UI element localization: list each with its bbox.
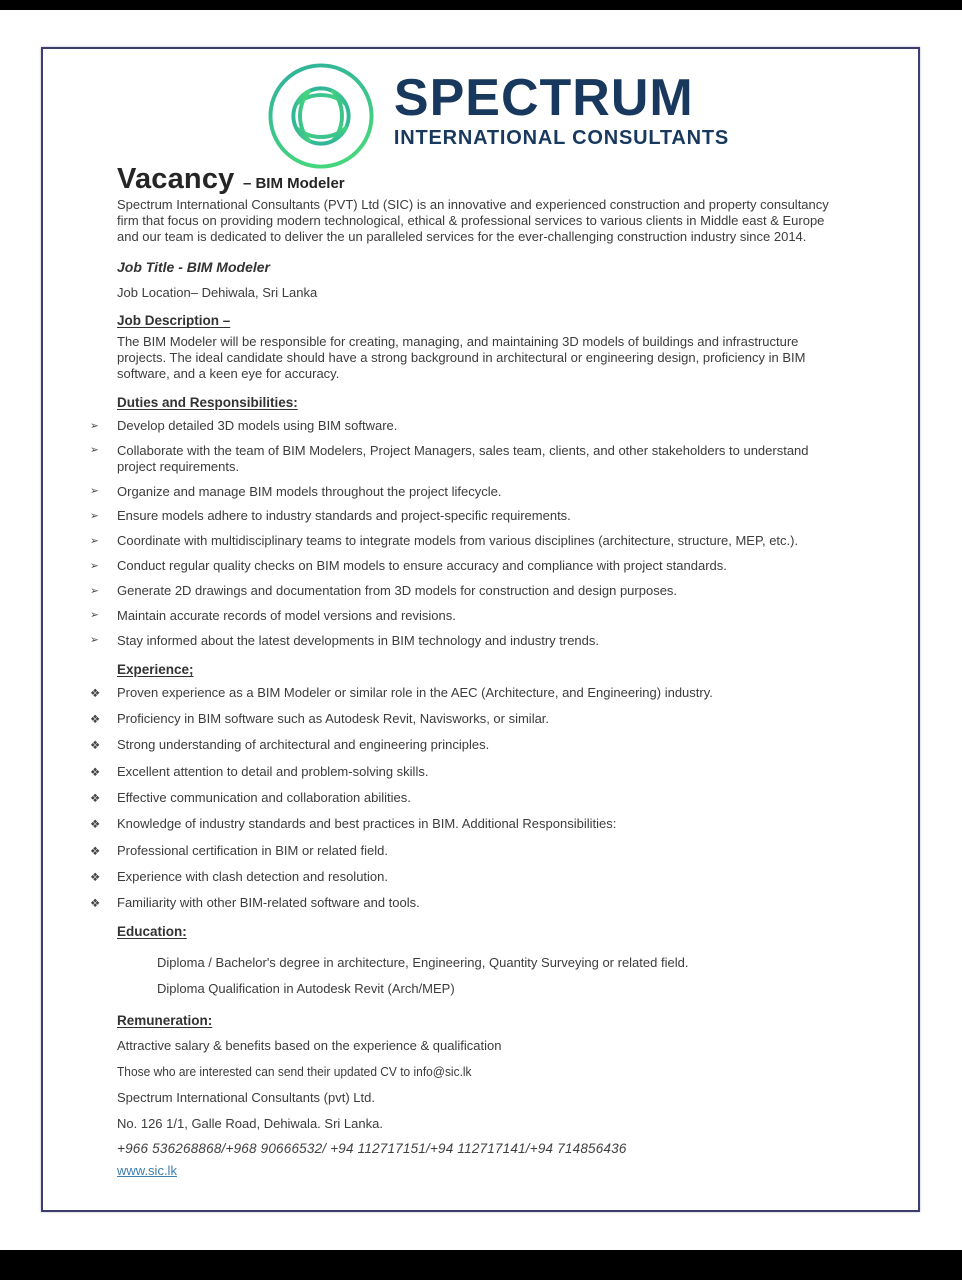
company-intro-paragraph: Spectrum International Consultants (PVT) Ltd (SIC) is an innovative and experienced construction and property consultancy firm that focus on providing modern technological, ethical & professional services to various clients in Middle east & Europe and our team is dedicated to deliver the un paralleled services for the ever-challenging construction industry since 2014. [117,197,829,244]
experience-heading: Experience; [117,661,194,677]
list-item-text: Conduct regular quality checks on BIM models to ensure accuracy and compliance with project standards. [117,558,727,574]
company-logo [57,55,932,177]
list-item [90,816,846,832]
document-frame [41,47,920,1212]
brand-subtitle: INTERNATIONAL CONSULTANTS [393,126,730,149]
bullet-icon: ➢ [90,559,99,572]
list-item [90,790,846,806]
list-item-text: Proven experience as a BIM Modeler or similar role in the AEC (Architecture, and Engineering) industry. [117,684,713,700]
list-item [90,737,846,753]
bullet-icon: ❖ [90,791,101,806]
list-item-text: Experience with clash detection and resolution. [117,869,388,885]
job-title-line: Job Title - BIM Modeler [117,258,270,275]
bullet-icon: ❖ [90,843,101,858]
bullet-icon: ❖ [90,870,101,885]
list-item [90,483,846,500]
bullet-icon: ➢ [90,485,99,498]
company-name-line: Spectrum International Consultants (pvt) Ltd. [117,1089,375,1105]
list-item-text: Diploma / Bachelor's degree in architecture, Engineering, Quantity Surveying or related field. [157,955,689,971]
document-content [43,165,918,1180]
bottom-black-bar [0,1250,962,1280]
bullet-icon: ➢ [90,609,99,622]
experience-list [90,684,846,912]
bullet-icon: ➢ [90,509,99,522]
brand-text-block [394,55,729,150]
list-item-text: Diploma Qualification in Autodesk Revit (Arch/MEP) [157,981,455,997]
vacancy-role: – BIM Modeler [242,175,345,192]
globe-icon [260,55,382,177]
job-description-paragraph: The BIM Modeler will be responsible for creating, managing, and maintaining 3D models of buildings and infrastructure projects. The ideal candidate should have a strong background in architectural or engineering design, proficiency in BIM software, and a keen eye for accuracy. [117,334,806,382]
remuneration-heading: Remuneration: [117,1013,213,1029]
list-item [90,763,846,780]
list-item [90,533,846,549]
job-location-line: Job Location– Dehiwala, Sri Lanka [117,284,318,300]
bullet-icon: ➢ [90,419,99,432]
list-item-text: Develop detailed 3D models using BIM software. [117,418,398,434]
list-item [90,583,846,599]
list-item-text: Familiarity with other BIM-related software and tools. [117,895,420,911]
list-item-text: Effective communication and collaboration abilities. [117,790,411,806]
list-item-text: Proficiency in BIM software such as Autodesk Revit, Navisworks, or similar. [117,710,550,726]
list-item-text: Coordinate with multidisciplinary teams to integrate models from various disciplines (architecture, structure, MEP, etc.). [117,533,799,549]
website-link[interactable]: www.sic.lk [117,1162,177,1178]
list-item-text: Collaborate with the team of BIM Modelers, Project Managers, sales team, clients, and other stakeholders to understand project requirements. [117,442,809,474]
duties-heading: Duties and Responsibilities: [117,395,298,411]
list-item [157,981,846,997]
phone-numbers-line: +966 536268868/+968 90666532/ +94 112717151/+94 112717141/+94 714856436 [117,1140,627,1156]
bullet-icon: ➢ [90,634,99,647]
list-item [90,418,846,434]
bullet-icon: ➢ [90,534,99,547]
job-description-heading: Job Description – [117,313,231,329]
list-item-text: Organize and manage BIM models throughout the project lifecycle. [117,483,502,499]
top-black-bar [0,0,962,10]
list-item [90,442,846,475]
bullet-icon: ❖ [90,738,101,753]
list-item [90,632,846,649]
list-item-text: Strong understanding of architectural and engineering principles. [117,737,490,753]
cv-instruction-line: Those who are interested can send their updated CV to info@sic.lk [117,1063,472,1079]
bullet-icon: ❖ [90,764,101,779]
brand-name: SPECTRUM [393,69,694,127]
duties-list [90,418,846,649]
education-list [117,955,846,997]
vacancy-title: Vacancy [117,163,235,195]
bullet-icon: ➢ [90,444,99,457]
list-item [90,684,846,701]
list-item-text: Stay informed about the latest developments in BIM technology and industry trends. [117,632,599,648]
bullet-icon: ❖ [90,896,101,911]
bullet-icon: ❖ [90,685,101,700]
salary-line: Attractive salary & benefits based on the experience & qualification [117,1038,502,1054]
list-item-text: Professional certification in BIM or related field. [117,842,388,858]
list-item [90,710,846,727]
list-item [157,955,846,971]
list-item-text: Maintain accurate records of model versions and revisions. [117,607,456,623]
bullet-icon: ❖ [90,817,101,832]
list-item [90,508,846,524]
education-heading: Education: [117,924,187,940]
list-item-text: Generate 2D drawings and documentation from 3D models for construction and design purposes. [117,583,678,599]
list-item [90,895,846,911]
list-item [90,869,846,885]
list-item-text: Excellent attention to detail and problem-solving skills. [117,763,429,779]
address-line: No. 126 1/1, Galle Road, Dehiwala. Sri Lanka. [117,1115,383,1131]
list-item [90,558,846,574]
bullet-icon: ➢ [90,584,99,597]
bullet-icon: ❖ [90,711,101,726]
list-item [90,607,846,624]
list-item [90,842,846,859]
list-item-text: Ensure models adhere to industry standards and project-specific requirements. [117,508,571,524]
list-item-text: Knowledge of industry standards and best practices in BIM. Additional Responsibilities: [117,816,617,832]
